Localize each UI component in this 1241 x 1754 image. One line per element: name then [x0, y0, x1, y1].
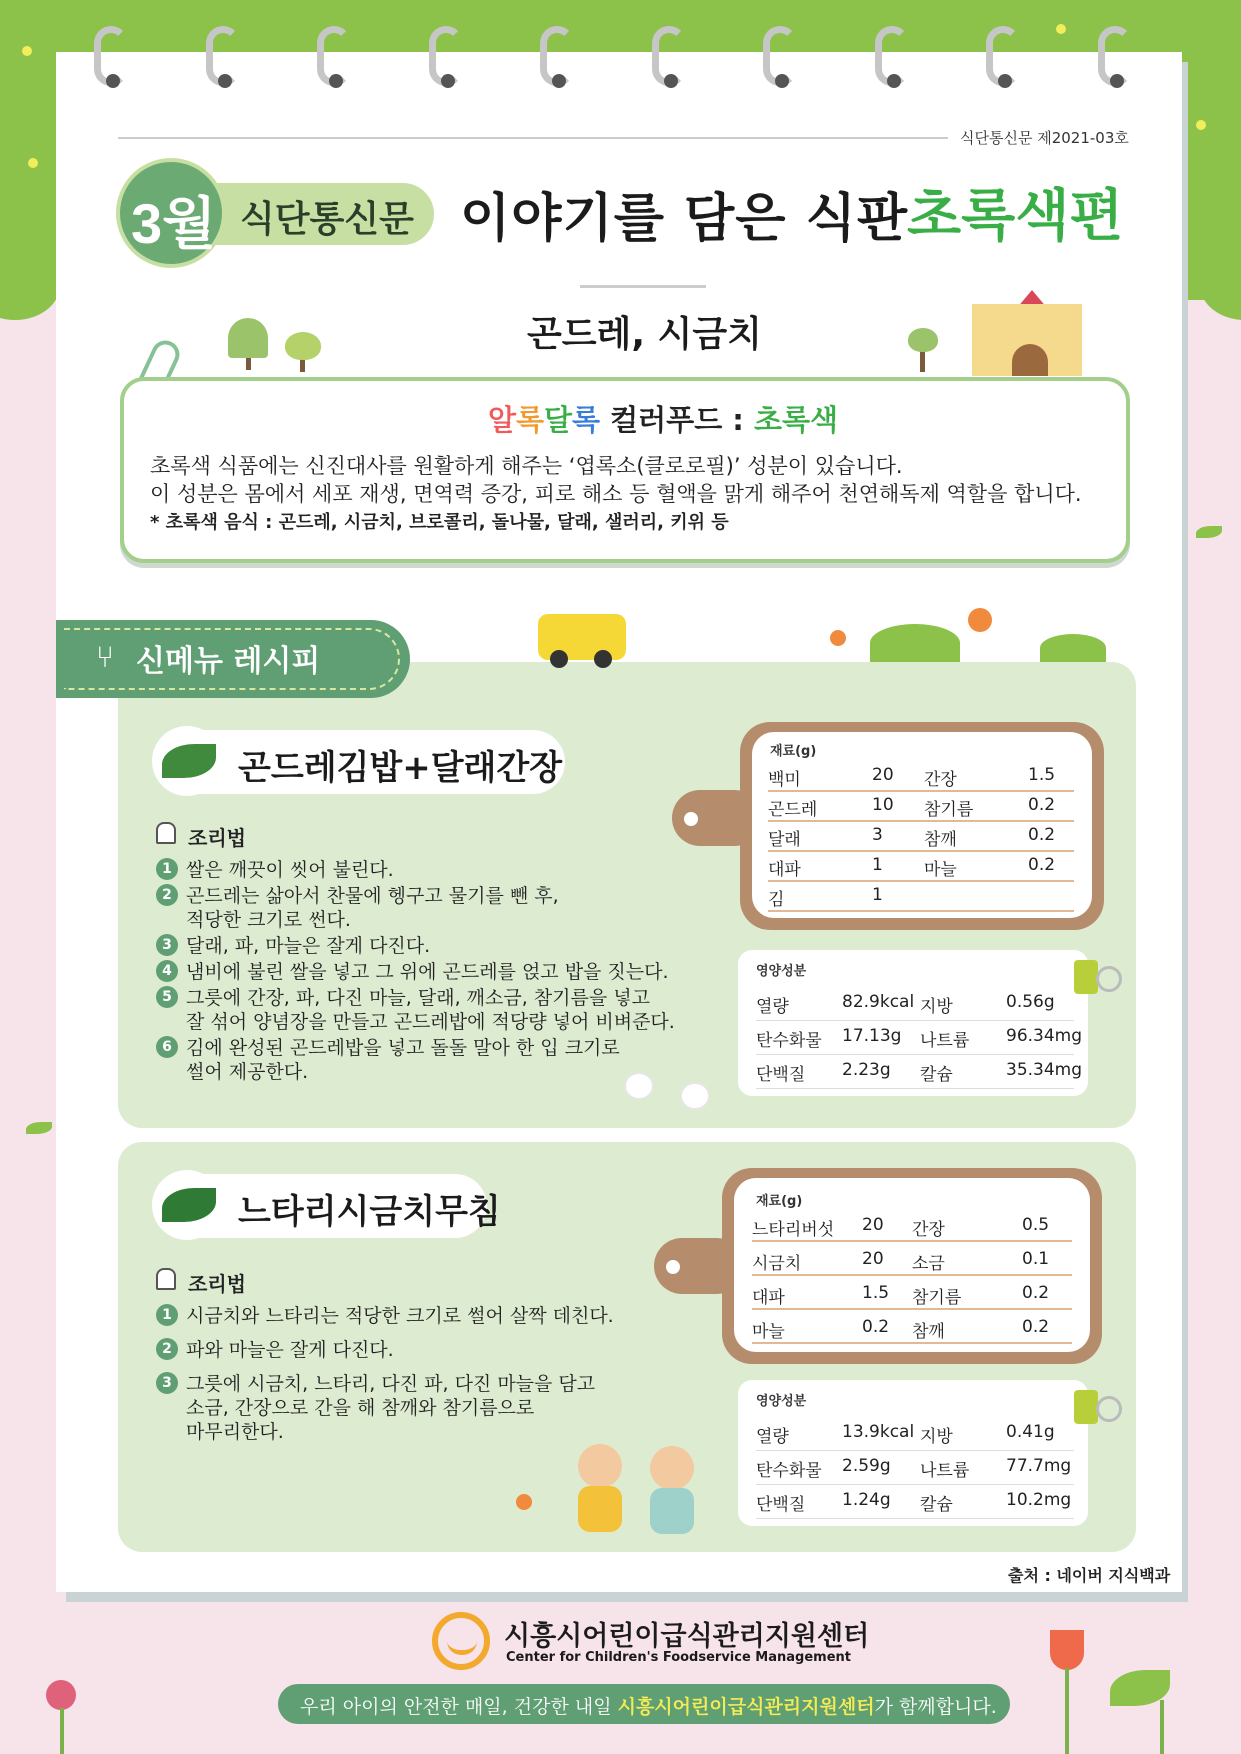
info-heading-char: 알 — [488, 403, 517, 437]
center-name-kr: 시흥시어린이급식관리지원센터 — [504, 1621, 870, 1652]
slogan-after: 가 함께합니다. — [874, 1696, 997, 1718]
nutrition-cell: 13.9kcal — [842, 1422, 915, 1442]
bush-icon — [870, 624, 960, 662]
dish-name-1: 곤드레김밥+달래간장 — [238, 748, 563, 788]
tag-ring — [1096, 1396, 1122, 1422]
ingredient-cell: 0.2 — [1022, 1283, 1050, 1303]
ingredient-cell: 간장 — [912, 1220, 945, 1240]
ingredient-cell: 김 — [768, 890, 785, 910]
nutrition-cell: 96.34mg — [1006, 1026, 1083, 1046]
month-number: 3월 — [131, 192, 217, 255]
ingredient-cell: 대파 — [768, 860, 801, 880]
ingredient-cell: 참깨 — [912, 1322, 945, 1342]
subtitle-divider — [580, 285, 706, 288]
bus-wheel — [594, 650, 612, 668]
ingredient-row — [768, 760, 1074, 792]
ingredient-cell: 소금 — [912, 1254, 945, 1274]
child-body — [578, 1486, 622, 1532]
info-heading-accent: 초록색 — [754, 403, 839, 437]
step-text: 곤드레는 삶아서 찬물에 헹구고 물기를 뺀 후, — [186, 885, 559, 907]
ingredient-cell: 20 — [862, 1215, 884, 1235]
step-text: 그릇에 간장, 파, 다진 마늘, 달래, 깨소금, 참기름을 넣고 — [186, 987, 650, 1009]
child-body — [650, 1488, 694, 1534]
child-icon — [650, 1446, 694, 1490]
step-text: 냄비에 불린 쌀을 넣고 그 위에 곤드레를 얹고 밥을 짓는다. — [186, 961, 669, 983]
nutrition-cell: 1.24g — [842, 1490, 891, 1510]
chick-icon — [624, 1072, 654, 1100]
ingredient-row — [768, 850, 1074, 882]
step-number: 3 — [156, 1372, 178, 1394]
nutrition-cell: 지방 — [920, 1427, 953, 1447]
chef-hat-icon — [156, 822, 176, 844]
step-text: 시금치와 느타리는 적당한 크기로 썰어 살짝 데친다. — [186, 1305, 614, 1327]
section-label: 신메뉴 레시피 — [136, 644, 321, 679]
nutrition-row — [756, 1450, 1074, 1485]
nutrition-cell: 82.9kcal — [842, 992, 915, 1012]
nutrition-cell: 열량 — [756, 997, 789, 1017]
flower-icon — [516, 1494, 532, 1510]
tulip-stem — [1065, 1668, 1069, 1754]
ingredient-cell: 1.5 — [862, 1283, 890, 1303]
sprout-stem — [1160, 1700, 1164, 1754]
page-title: 이야기를 담은 식판 — [460, 189, 909, 249]
step-number: 1 — [156, 858, 178, 880]
chef-hat-icon — [156, 1268, 176, 1290]
ingredient-cell: 0.5 — [1022, 1215, 1050, 1235]
step-text: 김에 완성된 곤드레밥을 넣고 돌돌 말아 한 입 크기로 — [186, 1037, 620, 1059]
ingredients-label-2: 재료(g) — [756, 1194, 803, 1209]
sparkle-dot — [1056, 24, 1066, 34]
nutrition-cell: 지방 — [920, 997, 953, 1017]
chick-icon — [680, 1082, 710, 1110]
nutrition-cell: 탄수화물 — [756, 1461, 822, 1481]
nutrition-cell: 17.13g — [842, 1026, 902, 1046]
ingredient-cell: 마늘 — [752, 1322, 785, 1342]
ingredient-cell: 1.5 — [1028, 765, 1056, 785]
info-heading-colorful — [488, 403, 600, 437]
center-name-en: Center for Children's Foodservice Management — [506, 1650, 852, 1665]
footer-slogan — [300, 1692, 997, 1719]
sparkle-dot — [1196, 120, 1206, 130]
info-line-2: 이 성분은 몸에서 세포 재생, 면역력 증강, 피로 해소 등 혈액을 맑게 해주어 천연해독제 역할을 합니다. — [150, 482, 1082, 506]
ingredient-cell: 20 — [872, 765, 894, 785]
ingredient-cell: 1 — [872, 855, 883, 875]
ingredient-row — [752, 1312, 1072, 1344]
step-text: 쌀은 깨끗이 씻어 불린다. — [186, 859, 394, 881]
slogan-emphasis: 시흥시어린이급식관리지원센터 — [617, 1696, 875, 1718]
tag-icon — [1074, 1390, 1098, 1424]
binder-hole — [218, 74, 232, 88]
step-text: 그릇에 시금치, 느타리, 다진 파, 다진 마늘을 담고 — [186, 1373, 596, 1395]
bus-icon — [538, 614, 626, 660]
dish-name-2: 느타리시금치무침 — [238, 1192, 501, 1232]
step-text: 파와 마늘은 잘게 다진다. — [186, 1339, 394, 1361]
ingredient-cell: 3 — [872, 825, 883, 845]
page-subtitle: 곤드레, 시금치 — [527, 314, 762, 355]
ingredient-row — [768, 820, 1074, 852]
ingredient-cell: 0.2 — [1022, 1317, 1050, 1337]
ingredient-cell: 0.2 — [862, 1317, 890, 1337]
nutrition-cell: 단백질 — [756, 1495, 806, 1515]
ingredient-cell: 참깨 — [924, 830, 957, 850]
tag-icon — [1074, 960, 1098, 994]
ingredient-cell: 느타리버섯 — [752, 1220, 835, 1240]
nutrition-cell: 0.41g — [1006, 1422, 1055, 1442]
step-text: 마무리한다. — [186, 1421, 284, 1443]
info-heading — [488, 398, 838, 439]
nutrition-row — [756, 1054, 1083, 1089]
info-heading-mid: 컬러푸드 : — [600, 403, 755, 437]
binder-hole — [441, 74, 455, 88]
ingredient-cell: 백미 — [768, 770, 801, 790]
binder-hole — [775, 74, 789, 88]
ingredient-cell: 곤드레 — [768, 800, 818, 820]
ingredient-cell: 대파 — [752, 1288, 785, 1308]
ingredient-row — [768, 880, 1074, 912]
bush-icon — [1040, 634, 1106, 662]
step-number: 2 — [156, 884, 178, 906]
nutrition-label-1: 영양성분 — [756, 964, 807, 979]
bus-wheel — [550, 650, 568, 668]
nutrition-cell: 칼슘 — [920, 1065, 953, 1085]
flower-icon — [968, 608, 992, 632]
step-text: 적당한 크기로 썬다. — [186, 909, 351, 931]
castle-door — [1012, 344, 1048, 376]
sparkle-dot — [28, 158, 38, 168]
nutrition-cell: 0.56g — [1006, 992, 1055, 1012]
binder-hole — [664, 74, 678, 88]
binder-hole — [998, 74, 1012, 88]
month-label: 식단통신문 — [240, 199, 414, 240]
sparkle-dot — [22, 46, 32, 56]
tree-icon — [228, 318, 268, 358]
nutrition-cell: 나트륨 — [920, 1031, 970, 1051]
ingredient-cell: 20 — [862, 1249, 884, 1269]
step-text: 소금, 간장으로 간을 해 참깨와 참기름으로 — [186, 1397, 535, 1419]
ingredient-cell: 달래 — [768, 830, 801, 850]
leaf-icon — [26, 1122, 52, 1134]
slogan-before: 우리 아이의 안전한 매일, 건강한 내일 — [300, 1696, 618, 1718]
ingredient-row — [752, 1278, 1072, 1310]
nutrition-row — [756, 1020, 1083, 1055]
nutrition-row — [756, 1484, 1074, 1519]
step-number: 6 — [156, 1036, 178, 1058]
step-number: 5 — [156, 986, 178, 1008]
ingredient-cell: 0.1 — [1022, 1249, 1050, 1269]
step-text: 썰어 제공한다. — [186, 1061, 309, 1083]
binder-hole — [552, 74, 566, 88]
ingredient-cell: 참기름 — [912, 1288, 962, 1308]
ingredient-cell: 0.2 — [1028, 855, 1056, 875]
ingredient-cell: 참기름 — [924, 800, 974, 820]
ingredient-cell: 0.2 — [1028, 795, 1056, 815]
ingredient-row — [752, 1210, 1072, 1242]
tree-icon — [285, 332, 321, 360]
cook-label-1: 조리법 — [188, 826, 246, 850]
ingredient-cell: 마늘 — [924, 860, 957, 880]
ingredient-cell: 시금치 — [752, 1254, 802, 1274]
ingredient-cell: 1 — [872, 885, 883, 905]
nutrition-cell: 탄수화물 — [756, 1031, 822, 1051]
issue-number: 식단통신문 제2021-03호 — [960, 129, 1129, 147]
nutrition-row — [756, 1416, 1074, 1451]
step-number: 4 — [156, 960, 178, 982]
tree-icon — [908, 328, 938, 352]
nutrition-cell: 10.2mg — [1006, 1490, 1072, 1510]
info-heading-char: 록 — [572, 403, 601, 437]
nutrition-row — [756, 986, 1074, 1021]
ingredient-cell: 10 — [872, 795, 894, 815]
info-note: * 초록색 음식 : 곤드레, 시금치, 브로콜리, 돌나물, 달래, 샐러리, 키위 등 — [150, 512, 729, 533]
page-title-accent: 초록색편 — [907, 184, 1124, 249]
cook-label-2: 조리법 — [188, 1272, 246, 1296]
step-number: 1 — [156, 1304, 178, 1326]
cutting-board-hole — [684, 812, 698, 826]
binder-hole — [1110, 74, 1124, 88]
source-credit: 출처 : 네이버 지식백과 — [1008, 1566, 1171, 1585]
child-icon — [578, 1444, 622, 1488]
ingredients-label-1: 재료(g) — [770, 744, 817, 759]
flower-icon — [830, 630, 846, 646]
flower-stem — [60, 1708, 64, 1754]
step-text: 잘 섞어 양념장을 만들고 곤드레밥에 적당량 넣어 비벼준다. — [186, 1011, 675, 1033]
cutting-board-hole — [666, 1260, 680, 1274]
tulip-icon — [1050, 1630, 1084, 1670]
ingredient-row — [752, 1244, 1072, 1276]
binder-hole — [329, 74, 343, 88]
nutrition-cell: 나트륨 — [920, 1461, 970, 1481]
step-text: 달래, 파, 마늘은 잘게 다진다. — [186, 935, 431, 957]
nutrition-cell: 2.23g — [842, 1060, 891, 1080]
issue-divider — [118, 137, 948, 139]
tag-ring — [1096, 966, 1122, 992]
nutrition-cell: 칼슘 — [920, 1495, 953, 1515]
flower-icon — [46, 1680, 76, 1710]
nutrition-label-2: 영양성분 — [756, 1394, 807, 1409]
ingredient-row — [768, 790, 1074, 822]
info-line-1: 초록색 식품에는 신진대사를 원활하게 해주는 ‘엽록소(클로로필)’ 성분이 있습니다. — [150, 454, 903, 478]
step-number: 3 — [156, 934, 178, 956]
nutrition-cell: 열량 — [756, 1427, 789, 1447]
ingredient-cell: 간장 — [924, 770, 957, 790]
binder-hole — [887, 74, 901, 88]
nutrition-cell: 35.34mg — [1006, 1060, 1083, 1080]
info-heading-char: 달 — [544, 403, 573, 437]
binder-hole — [106, 74, 120, 88]
fork-icon: ⑂ — [96, 640, 114, 675]
nutrition-cell: 단백질 — [756, 1065, 806, 1085]
nutrition-cell: 2.59g — [842, 1456, 891, 1476]
ingredient-cell: 0.2 — [1028, 825, 1056, 845]
step-number: 2 — [156, 1338, 178, 1360]
nutrition-cell: 77.7mg — [1006, 1456, 1072, 1476]
leaf-icon — [1196, 526, 1222, 538]
info-heading-char: 록 — [516, 403, 545, 437]
